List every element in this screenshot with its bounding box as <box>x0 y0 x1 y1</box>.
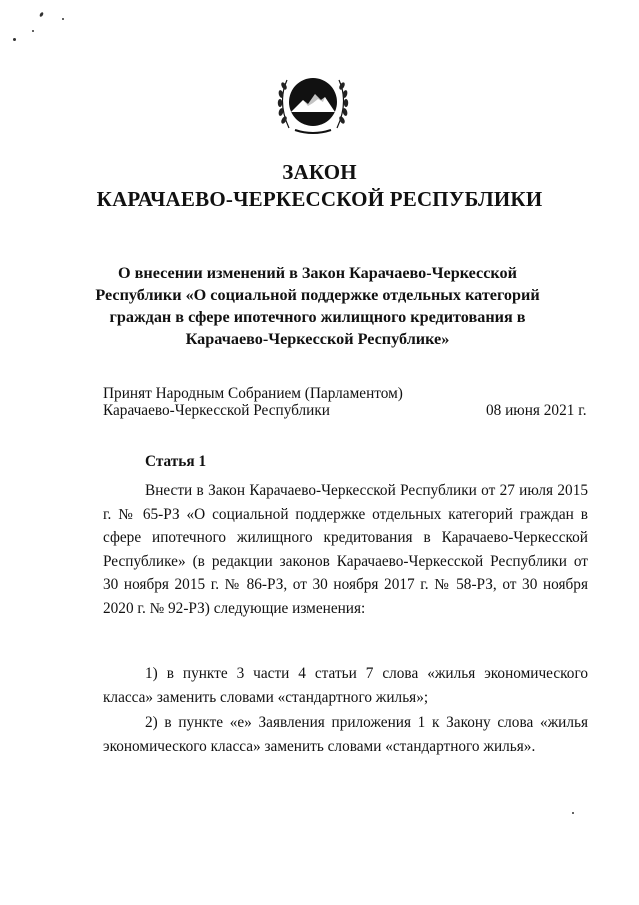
article-item-1: 1) в пункте 3 части 4 статьи 7 слова «жилья экономического класса» заменить словами «стандартного жилья»; <box>103 665 588 706</box>
article-item-2: 2) в пункте «е» Заявления приложения 1 к Закону слова «жилья экономического класса» заменить словами «стандартного жилья». <box>103 714 588 755</box>
scan-speck <box>62 18 64 20</box>
document-title-republic: КАРАЧАЕВО-ЧЕРКЕССКОЙ РЕСПУБЛИКИ <box>96 187 543 211</box>
article-paragraph: Внести в Закон Карачаево-Черкесской Республики от 27 июля 2015 г. № 65-РЗ «О социальной поддержке отдельных категорий граждан в сфере ипотечного жилищного кредитования в Карачаево-Черкесской Республике» (в редакции законов Карачаево-Черкесской Республики от 30 ноября 2015 г. № 86-РЗ, от 30 ноября 2017 г. № 58-РЗ, от 30 ноября 2020 г. № 92-РЗ) следующие изменения: <box>103 482 588 617</box>
adoption-line-2: Карачаево-Черкесской Республики <box>103 402 330 419</box>
adoption-line-1: Принят Народным Собранием (Парламентом) <box>103 385 403 402</box>
scan-speck <box>572 812 574 814</box>
adoption-statement <box>103 385 403 419</box>
scan-speck <box>13 38 16 41</box>
coat-of-arms-icon <box>273 72 353 138</box>
document-title-law: ЗАКОН <box>282 160 357 184</box>
scan-speck <box>32 30 34 32</box>
article-heading: Статья 1 <box>145 453 207 470</box>
scan-speck <box>39 12 44 18</box>
adoption-date: 08 июня 2021 г. <box>486 402 587 419</box>
law-subtitle: О внесении изменений в Закон Карачаево-Черкесской Республики «О социальной поддержке отдельных категорий граждан в сфере ипотечного жилищного кредитования в Карачаево-Черкесской Республике» <box>95 264 540 348</box>
